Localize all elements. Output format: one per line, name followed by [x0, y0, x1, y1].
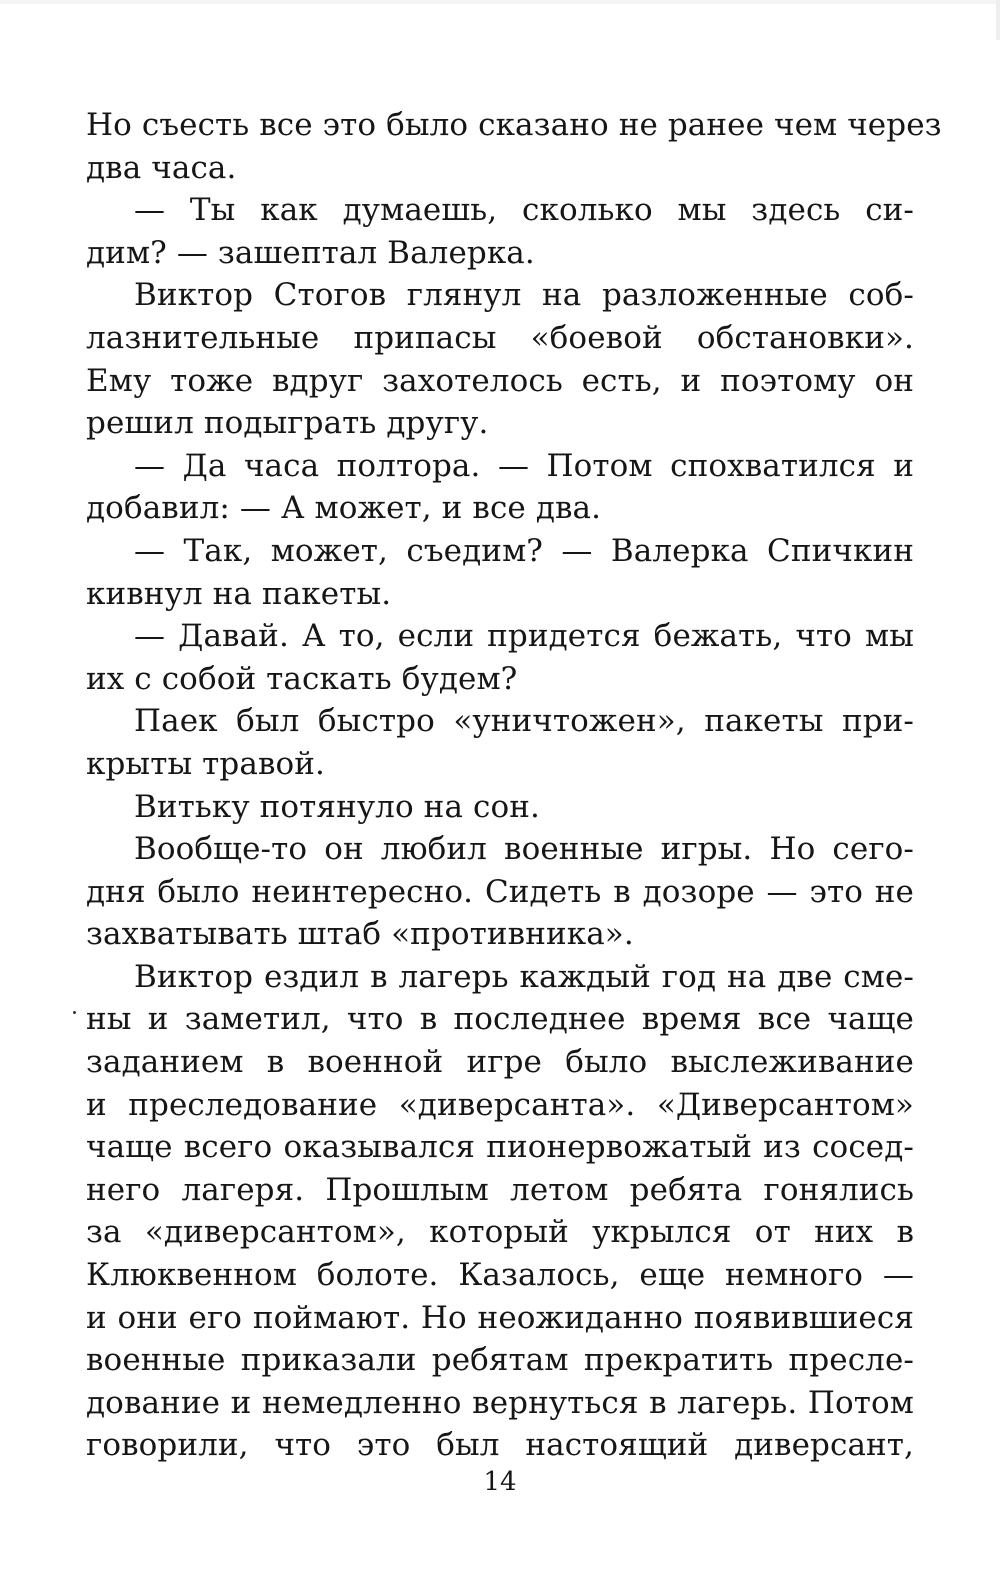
text-line: и они его поймают. Но неожиданно появившиеся — [86, 1299, 914, 1336]
text-line: Виктор ездил в лагерь каждый год на две сме- — [134, 958, 914, 995]
text-line: дование и немедленно вернуться в лагерь. Потом — [86, 1384, 914, 1421]
text-line: — Да часа полтора. — Потом спохватился и — [134, 447, 914, 484]
text-line: решил подыграть другу. — [86, 405, 489, 442]
text-line: Витьку потянуло на сон. — [134, 788, 540, 825]
text-line: военные приказали ребятам прекратить пресле- — [86, 1342, 914, 1379]
text-line: — Так, может, съедим? — Валерка Спичкин — [134, 532, 914, 569]
text-line: Но съесть все это было сказано не ранее чем через — [86, 107, 942, 143]
scan-corner — [996, 0, 1000, 40]
text-line: захватывать штаб «противника». — [86, 916, 634, 953]
page-number: 14 — [483, 1467, 517, 1497]
text-line: два часа. — [86, 149, 237, 186]
text-line: Паек был быстро «уничтожен», пакеты при- — [134, 703, 914, 740]
text-line: заданием в военной игре было выслеживание — [86, 1044, 914, 1081]
text-line: дня было неинтересно. Сидеть в дозоре — это не — [86, 873, 914, 910]
scan-edge — [0, 0, 1000, 4]
text-line: него лагеря. Прошлым летом ребята гонялись — [86, 1171, 914, 1208]
text-line: — Ты как думаешь, сколько мы здесь си- — [134, 192, 914, 229]
text-line: Ему тоже вдруг захотелось есть, и поэтому он — [86, 362, 914, 399]
text-line: добавил: — А может, и все два. — [86, 490, 602, 527]
text-line: — Давай. А то, если придется бежать, что мы — [134, 618, 914, 655]
text-line: лазнительные припасы «боевой обстановки». — [86, 319, 914, 356]
text-line: крыты травой. — [86, 745, 325, 782]
text-line: чаще всего оказывался пионервожатый из сосед- — [86, 1129, 914, 1166]
text-line: кивнул на пакеты. — [86, 575, 392, 612]
text-line: и преследование «диверсанта». «Диверсантом» — [86, 1086, 914, 1123]
text-line: Вообще-то он любил военные игры. Но сего- — [134, 831, 914, 868]
text-line: Клюквенном болоте. Казалось, еще немного — — [86, 1257, 914, 1294]
text-line: дим? — зашептал Валерка. — [86, 234, 535, 271]
text-line: говорили, что это был настоящий диверсант, — [86, 1427, 914, 1464]
text-line: их с собой таскать будем? — [86, 660, 518, 697]
body-text — [86, 104, 942, 1467]
text-line: ны и заметил, что в последнее время все чаще — [86, 1001, 914, 1038]
text-line: за «диверсантом», который укрылся от них в — [86, 1214, 914, 1251]
ink-speck — [73, 1011, 76, 1014]
text-line: Виктор Стогов глянул на разложенные соб- — [134, 277, 914, 314]
